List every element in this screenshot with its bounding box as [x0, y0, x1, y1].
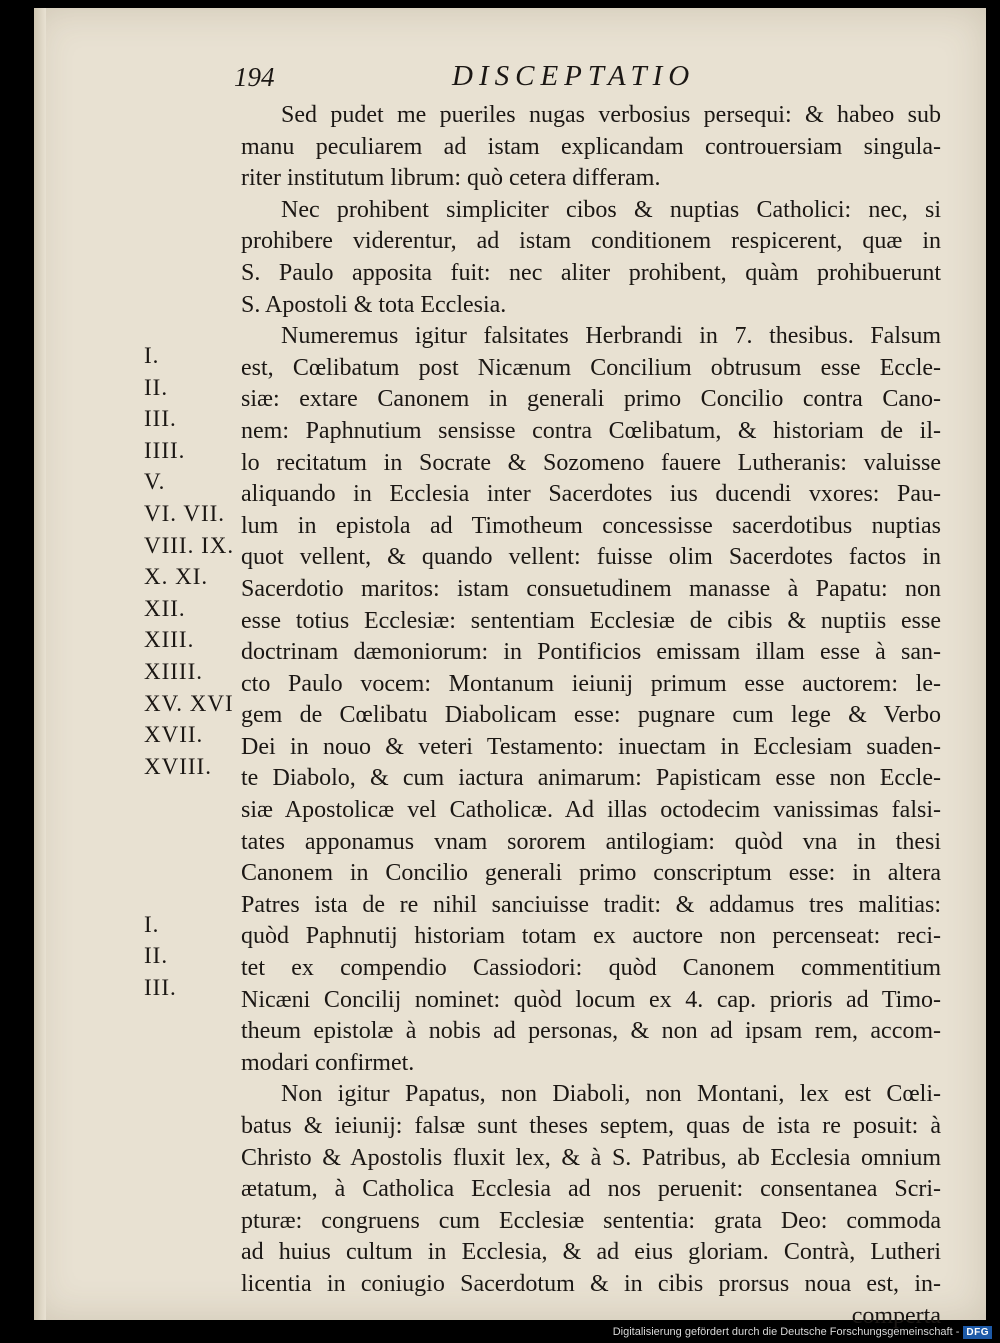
text-line: Christo & Apostolis fluxit lex, & à S. Patribus, ab Ecclesia omnium — [241, 1144, 941, 1171]
text-line: Sacerdotio maritos: istam consuetudinem manasse à Papatu: non — [241, 575, 941, 602]
text-line: te Diabolo, & cum iactura animarum: Papisticam esse non Eccle- — [241, 765, 941, 792]
marginal-numeral: II. — [144, 375, 169, 400]
text-line: siæ: extare Canonem in generali primo Concilio contra Cano- — [241, 386, 941, 413]
text-line: Nicæni Concilij nominet: quòd locum ex 4. cap. prioris ad Timo- — [241, 986, 941, 1013]
text-line: modari confirmet. — [241, 1049, 415, 1076]
marginal-numeral: IIII. — [144, 438, 186, 463]
text-line: nem: Paphnutium sensisse contra Cœlibatum, & historiam de il- — [241, 417, 941, 444]
text-line: aliquando in Ecclesia inter Sacerdotes ius ducendi vxores: Pau- — [241, 481, 941, 508]
marginal-numeral: X. XI. — [144, 564, 209, 589]
text-line: est, Cœlibatum post Nicænum Concilium obtrusum esse Eccle- — [241, 354, 941, 381]
marginal-numeral: XVIII. — [144, 754, 212, 779]
text-line: Dei in nouo & veteri Testamento: inuectam in Ecclesiam suaden- — [241, 733, 941, 760]
text-line: licentia in coniugio Sacerdotum & in cibis prorsus noua est, in- — [241, 1270, 941, 1297]
text-line: riter institutum librum: quò cetera differam. — [241, 165, 661, 192]
text-line: S. Paulo apposita fuit: nec aliter prohibent, quàm prohibuerunt — [241, 259, 941, 286]
text-line: Non igitur Papatus, non Diaboli, non Montani, lex est Cœli- — [281, 1081, 941, 1108]
text-line: Canonem in Concilio generali primo conscriptum esse: in altera — [241, 860, 941, 887]
text-line: Nec prohibent simpliciter cibos & nuptias Catholici: nec, si — [281, 196, 941, 223]
marginal-numeral: V. — [144, 469, 166, 494]
marginal-numeral: III. — [144, 406, 177, 431]
text-line: quòd Paphnutij historiam totam ex auctore non percenseat: reci- — [241, 923, 941, 950]
dfg-logo: DFG — [963, 1326, 992, 1339]
page-gutter-shadow — [34, 8, 46, 1320]
text-line: Patres ista de re nihil sanciuisse tradit: & addamus tres malitias: — [241, 891, 941, 918]
text-line: theum epistolæ à nobis ad personas, & non ad ipsam rem, accom- — [241, 1018, 941, 1045]
text-line: manu peculiarem ad istam explicandam controuersiam singula- — [241, 133, 941, 160]
book-page — [34, 8, 986, 1329]
marginal-numeral: III. — [144, 975, 177, 1000]
text-line: pturæ: congruens cum Ecclesiæ sententia: grata Deo: commoda — [241, 1207, 941, 1234]
marginal-numeral: XVII. — [144, 722, 204, 747]
marginal-numeral: VI. VII. — [144, 501, 226, 526]
running-head — [34, 60, 986, 100]
text-line: doctrinam dæmoniorum: in Pontificios emissam illam esse à san- — [241, 639, 941, 666]
text-line: esse totius Ecclesiæ: sententiam Ecclesiæ de cibis & nuptiis esse — [241, 607, 941, 634]
text-line: gem de Cœlibatu Diabolicam esse: pugnare cum lege & Verbo — [241, 702, 941, 729]
marginal-numeral: XIII. — [144, 627, 195, 652]
text-line: Numeremus igitur falsitates Herbrandi in 7. thesibus. Falsum — [281, 323, 941, 350]
marginal-numeral: XV. XVI — [144, 691, 234, 716]
text-line: lo recitatum in Socrate & Sozomeno fauere Lutheranis: valuisse — [241, 449, 941, 476]
text-line: tet ex compendio Cassiodori: quòd Canonem commentitium — [241, 955, 941, 982]
marginal-numeral: I. — [144, 343, 160, 368]
page-number: 194 — [234, 62, 275, 92]
marginal-numeral: I. — [144, 912, 160, 937]
marginal-numeral: II. — [144, 943, 169, 968]
body-text — [241, 100, 941, 1332]
text-line: lum in epistola ad Timotheum concessisse sacerdotibus nuptias — [241, 512, 941, 539]
text-line: Sed pudet me pueriles nugas verbosius persequi: & habeo sub — [281, 102, 941, 128]
digitization-footer — [613, 1324, 992, 1340]
catchword: comperta — [851, 1302, 941, 1329]
text-line: siæ Apostolicæ vel Catholicæ. Ad illas octodecim vanissimas falsi- — [241, 797, 941, 824]
running-title: DISCEPTATIO — [452, 60, 696, 92]
text-line: cto Paulo vocem: Montanum ieiunij primum esse auctorem: le- — [241, 670, 941, 697]
text-line: ætatum, à Catholica Ecclesia ad nos peruenit: consentanea Scri- — [241, 1176, 941, 1203]
text-line: ad huius cultum in Ecclesia, & ad eius gloriam. Contrà, Lutheri — [241, 1239, 941, 1266]
marginal-numeral: VIII. IX. — [144, 533, 235, 558]
marginal-numeral: XII. — [144, 596, 186, 621]
text-line: tates apponamus vnam sororem antilogiam: quòd vna in thesi — [241, 828, 941, 855]
text-line: S. Apostoli & tota Ecclesia. — [241, 291, 507, 318]
text-line: prohibere viderentur, ad istam conditionem respicerent, quæ in — [241, 228, 941, 255]
text-line: quot vellent, & quando vellent: fuisse olim Sacerdotes factos in — [241, 544, 941, 571]
text-line: batus & ieiunij: falsæ sunt theses septem, quas de ista re posuit: à — [241, 1113, 941, 1139]
marginal-numeral: XIIII. — [144, 659, 203, 684]
funding-credit: Digitalisierung gefördert durch die Deutsche Forschungsgemeinschaft - — [612, 1326, 960, 1338]
